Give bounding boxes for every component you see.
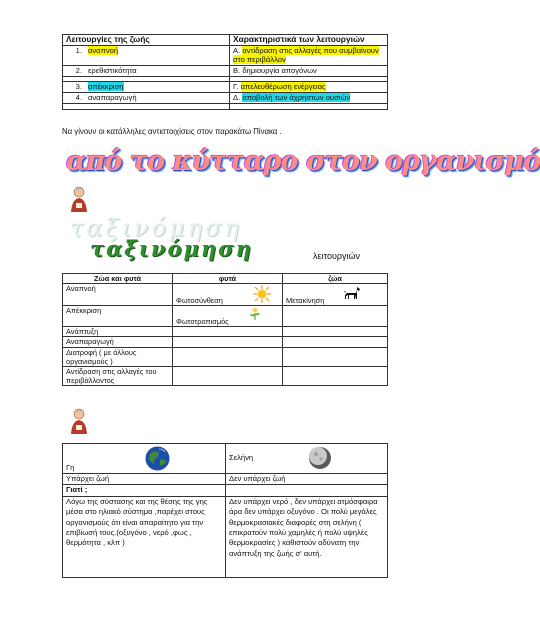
table-cell bbox=[283, 347, 388, 366]
earth-icon bbox=[145, 446, 170, 474]
wordart-faded: ταξινόμηση bbox=[70, 214, 242, 242]
table-cell: Διατροφή ( με άλλους οργανισμούς ) bbox=[63, 347, 173, 366]
table-cell: Υπάρχει ζωή bbox=[63, 474, 226, 485]
sun-icon bbox=[252, 285, 272, 305]
table-cell bbox=[173, 367, 283, 386]
characteristic-cell: Α. αντίδραση στις αλλαγές που συμβαίνουν στο περιβάλλον bbox=[230, 45, 388, 65]
moon-label: Σελήνη bbox=[229, 453, 254, 463]
characteristic-label: αποβολή των άχρηστων ουσιών bbox=[242, 92, 351, 102]
function-cell: 2. ερεθιστικότητα bbox=[63, 65, 230, 76]
table-cell bbox=[283, 284, 388, 306]
plant-function: Φωτοσύνθεση bbox=[176, 296, 223, 305]
function-label: ερεθιστικότητα bbox=[88, 65, 137, 75]
spacer-cell bbox=[230, 103, 388, 109]
wordart-suffix: λειτουργιών bbox=[313, 251, 361, 261]
earth-label: Γη bbox=[66, 462, 75, 472]
table-cell bbox=[173, 337, 283, 347]
earth-reason-cell: Λόγω της σύστασης και της θέσης της γης μέσα στο ηλιακό σύστημα ,παρέχει στους οργανισμούς ότι είναι απαραίτητο για την επιβίωσή τους.(οξυγόνο , νερό ,φως , θερμότητα , κλπ ) bbox=[63, 496, 226, 577]
table-cell bbox=[173, 327, 283, 337]
function-label: απέκκριση bbox=[88, 81, 124, 91]
function-cell: 1. αναπνοή bbox=[63, 45, 230, 65]
wordart-green: ταξινόμηση bbox=[90, 236, 253, 261]
teacher-icon bbox=[68, 186, 90, 212]
functions-header: Λειτουργίες της ζωής bbox=[63, 35, 230, 46]
characteristic-label: δημιουργία απογόνων bbox=[242, 65, 317, 75]
characteristic-cell: Β. δημιουργία απογόνων bbox=[230, 65, 388, 76]
table-cell bbox=[283, 306, 388, 327]
characteristic-label: αντίδραση στις αλλαγές που συμβαίνουν στο περιβάλλον bbox=[233, 45, 379, 65]
table-cell: Αντίδραση στις αλλαγές του περιβάλλοντος bbox=[63, 367, 173, 386]
table-cell bbox=[173, 306, 283, 327]
earth-moon-table bbox=[62, 443, 388, 578]
table-cell bbox=[283, 337, 388, 347]
table-cell bbox=[173, 347, 283, 366]
function-cell: 3. απέκκριση bbox=[63, 81, 230, 92]
characteristic-cell: Γ. απελευθέρωση ενέργειας bbox=[230, 81, 388, 92]
characteristic-label: απελευθέρωση ενέργειας bbox=[240, 81, 326, 91]
moon-cell bbox=[226, 444, 388, 474]
function-label: αναπαραγωγή bbox=[88, 92, 137, 102]
wordart-title: από το κύτταρο στον οργανισμό bbox=[66, 146, 540, 177]
function-label: αναπνοή bbox=[88, 45, 119, 55]
functions-matching-table bbox=[62, 34, 388, 110]
animal-function: Μετακίνηση bbox=[286, 296, 325, 305]
moon-reason-cell: Δεν υπάρχει νερό , δεν υπάρχει ατμόσφαιρα άρα δεν υπάρχει οξυγόνο . Οι πολύ μεγάλες θερμοκρασιακές διαφορές στη σελήνη ( επικρατούν πολύ χαμηλές ή πολύ υψηλές θερμοκρασίες ) καθιστούν αδύνατη την ανάπτυξη της ζωής σ' αυτή. bbox=[226, 496, 388, 577]
table-cell bbox=[283, 367, 388, 386]
function-cell: 4. αναπαραγωγή bbox=[63, 92, 230, 103]
table-cell: Αναπαραγωγή bbox=[63, 337, 173, 347]
table-cell bbox=[283, 327, 388, 337]
why-cell: Γιατί ; bbox=[63, 485, 226, 496]
instruction-text: Να γίνουν οι κατάλληλες αντιστοιχίσεις στον παρακάτω Πίνακα . bbox=[62, 127, 282, 136]
characteristics-header: Χαρακτηριστικά των λειτουργιών bbox=[230, 35, 388, 46]
horse-icon bbox=[343, 286, 361, 302]
moon-icon bbox=[308, 446, 332, 473]
classification-table bbox=[62, 273, 388, 386]
table-cell bbox=[226, 485, 388, 496]
table-cell bbox=[173, 284, 283, 306]
earth-cell bbox=[63, 444, 226, 474]
spacer-cell bbox=[63, 103, 230, 109]
col-plants: φυτά bbox=[173, 274, 283, 284]
col-both: Ζώα και φυτά bbox=[63, 274, 173, 284]
col-animals: ζώα bbox=[283, 274, 388, 284]
table-cell: Απέκκριση bbox=[63, 306, 173, 327]
table-cell: Αναπνοή bbox=[63, 284, 173, 306]
table-cell: Ανάπτυξη bbox=[63, 327, 173, 337]
seedling-icon bbox=[248, 307, 262, 322]
teacher-icon bbox=[68, 408, 90, 434]
table-cell: Δεν υπάρχει ζωή bbox=[226, 474, 388, 485]
characteristic-cell: Δ. αποβολή των άχρηστων ουσιών bbox=[230, 92, 388, 103]
plant-function: Φωτοτροπισμός bbox=[176, 317, 229, 326]
